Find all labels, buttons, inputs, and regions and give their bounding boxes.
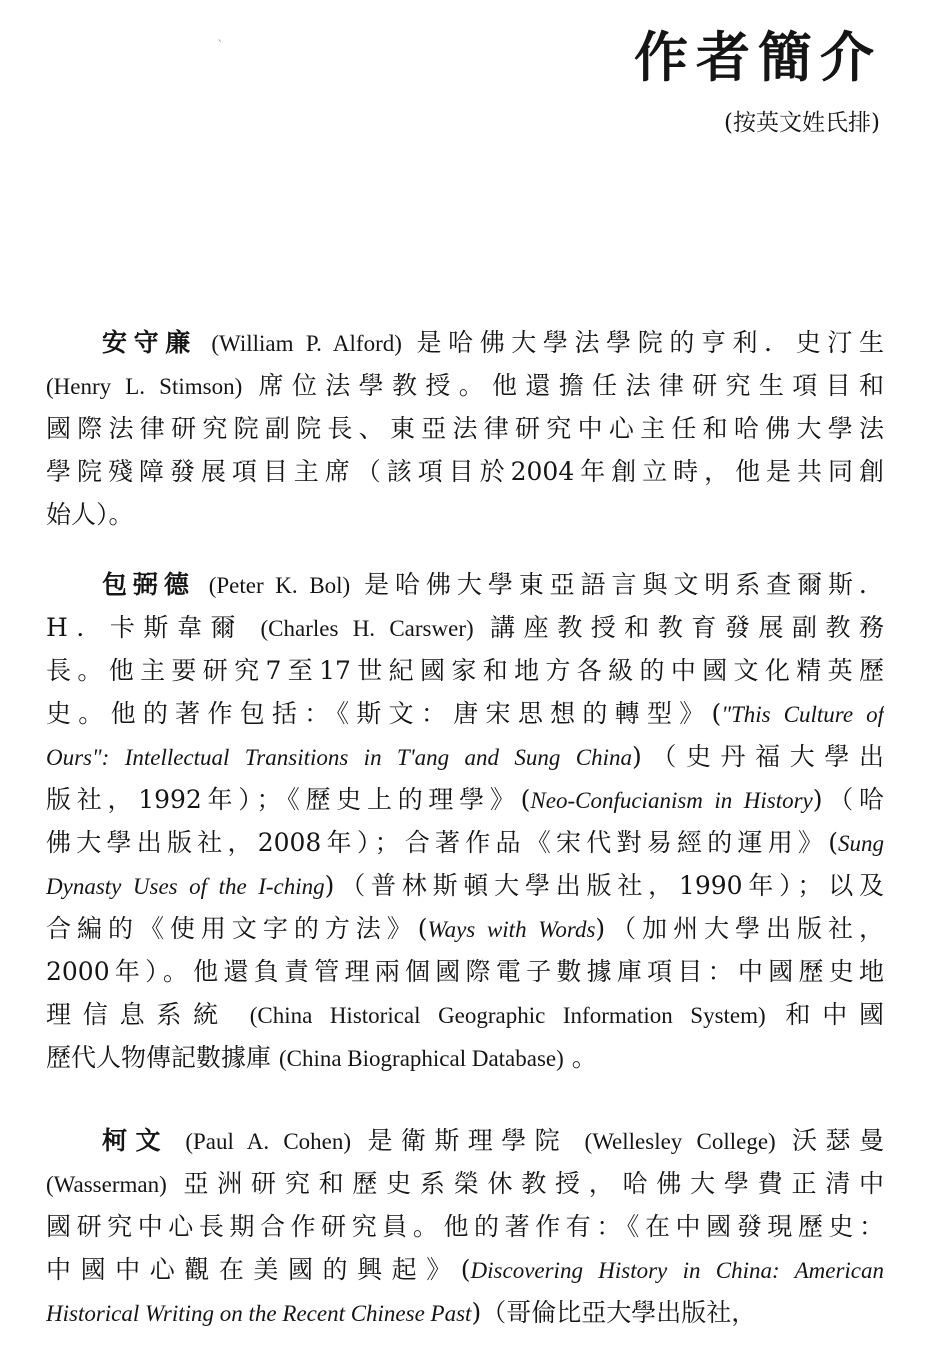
book-title-text: Historical Writing on the Recent Chinese Past: [46, 1301, 472, 1326]
author-entry-alford: [46, 321, 884, 536]
body-text: (Paul A. Cohen): [185, 1129, 352, 1154]
text-line: [46, 649, 884, 692]
body-text: 國際法律研究院副院長、東亞法律研究中心主任和哈佛大學法: [46, 414, 884, 443]
body-text: (William P. Alford): [211, 331, 402, 356]
body-text: 長。他主要研究7至17世紀國家和地方各級的中國文化精英歷: [46, 656, 884, 685]
body-text: 是哈佛大學法學院的亨利．史汀生: [401, 328, 884, 357]
body-text: 理信息系統: [46, 1000, 250, 1029]
body-text: 版社，1992年）；《歷史上的理學》(: [46, 785, 531, 814]
text-line: [46, 563, 884, 606]
body-text: 是哈佛大學東亞語言與文明系查爾斯．: [350, 570, 884, 599]
body-text: )（史丹福大學出: [631, 742, 884, 771]
body-text: 中國中心觀在美國的興起》(: [46, 1255, 471, 1284]
body-text: 沃瑟曼: [775, 1126, 884, 1155]
text-line: [46, 993, 884, 1036]
text-line: [46, 321, 884, 364]
text-line: [46, 1119, 884, 1162]
body-text: (Peter K. Bol): [208, 573, 351, 598]
body-text: 史。他的著作包括：《斯文：唐宋思想的轉型》(: [46, 699, 722, 728]
page-title: 作者簡介: [634, 25, 882, 89]
text-line: [46, 735, 884, 778]
body-text: 席位法學教授。他還擔任法律研究生項目和: [242, 371, 884, 400]
body-text: 佛大學出版社，2008年）；合著作品《宋代對易經的運用》(: [46, 828, 838, 857]
body-text: (China Biographical Database): [278, 1046, 564, 1071]
text-line: [46, 1162, 884, 1205]
body-text: H．卡斯韋爾: [46, 613, 261, 642]
author-entry-cohen: [46, 1119, 884, 1334]
body-text: (Wellesley College): [584, 1129, 776, 1154]
body-text: 。: [563, 1043, 597, 1072]
body-text: )（哈: [812, 785, 884, 814]
body-text: 始人）。: [46, 500, 134, 529]
text-line: [46, 364, 884, 407]
body-text: 講座教授和教育發展副教務: [473, 613, 884, 642]
body-text: (China Historical Geographic Information System): [249, 1003, 766, 1028]
body-text: 2000年）。他還負責管理兩個國際電子數據庫項目：中國歷史地: [46, 957, 884, 986]
book-title-text: Ours": Intellectual Transitions in T'ang and Sung China: [46, 745, 632, 770]
body-text: (Henry L. Stimson): [46, 374, 243, 399]
body-text: 亞洲研究和歷史系榮休教授，哈佛大學費正清中: [166, 1169, 884, 1198]
body-text: 歷代人物傳記數據庫: [46, 1043, 279, 1072]
page-subtitle: (按英文姓氏排): [724, 110, 880, 136]
book-title-text: Ways with Words: [427, 917, 596, 942]
text-line: [46, 1291, 884, 1334]
scan-speck: ‵: [218, 38, 222, 54]
body-text: )（哥倫比亞大學出版社，: [471, 1298, 757, 1327]
book-title-text: "This Culture of: [721, 702, 884, 727]
text-line: [46, 907, 884, 950]
author-name: 柯文: [102, 1126, 169, 1155]
book-title-text: Neo-Confucianism in History: [530, 788, 813, 813]
body-text: 學院殘障發展項目主席（該項目於2004年創立時，他是共同創: [46, 457, 884, 486]
text-line: [46, 778, 884, 821]
body-text: 是衛斯理學院: [351, 1126, 585, 1155]
book-title-text: Dynasty Uses of the I-ching: [46, 874, 325, 899]
body-text: 和中國: [765, 1000, 884, 1029]
text-line: [46, 493, 884, 536]
text-line: [46, 950, 884, 993]
body-text: 合編的《使用文字的方法》(: [46, 914, 428, 943]
text-line: [46, 1036, 884, 1079]
text-line: [46, 407, 884, 450]
body-text: (Charles H. Carswer): [260, 616, 474, 641]
book-title-text: Sung: [838, 831, 884, 856]
body-text: 國研究中心長期合作研究員。他的著作有：《在中國發現歷史：: [46, 1212, 884, 1241]
text-line: [46, 864, 884, 907]
text-line: [46, 606, 884, 649]
body-text: (Wasserman): [46, 1172, 167, 1197]
author-entry-bol: [46, 563, 884, 1079]
text-line: [46, 1248, 884, 1291]
text-line: [46, 821, 884, 864]
author-name: 包弼德: [102, 570, 195, 599]
body-text: )（加州大學出版社，: [595, 914, 884, 943]
body-text: )（普林斯頓大學出版社，1990年）；以及: [324, 871, 884, 900]
author-name: 安守廉: [102, 328, 197, 357]
text-line: [46, 692, 884, 735]
text-line: [46, 1205, 884, 1248]
book-title-text: Discovering History in China: American: [470, 1258, 884, 1283]
text-line: [46, 450, 884, 493]
